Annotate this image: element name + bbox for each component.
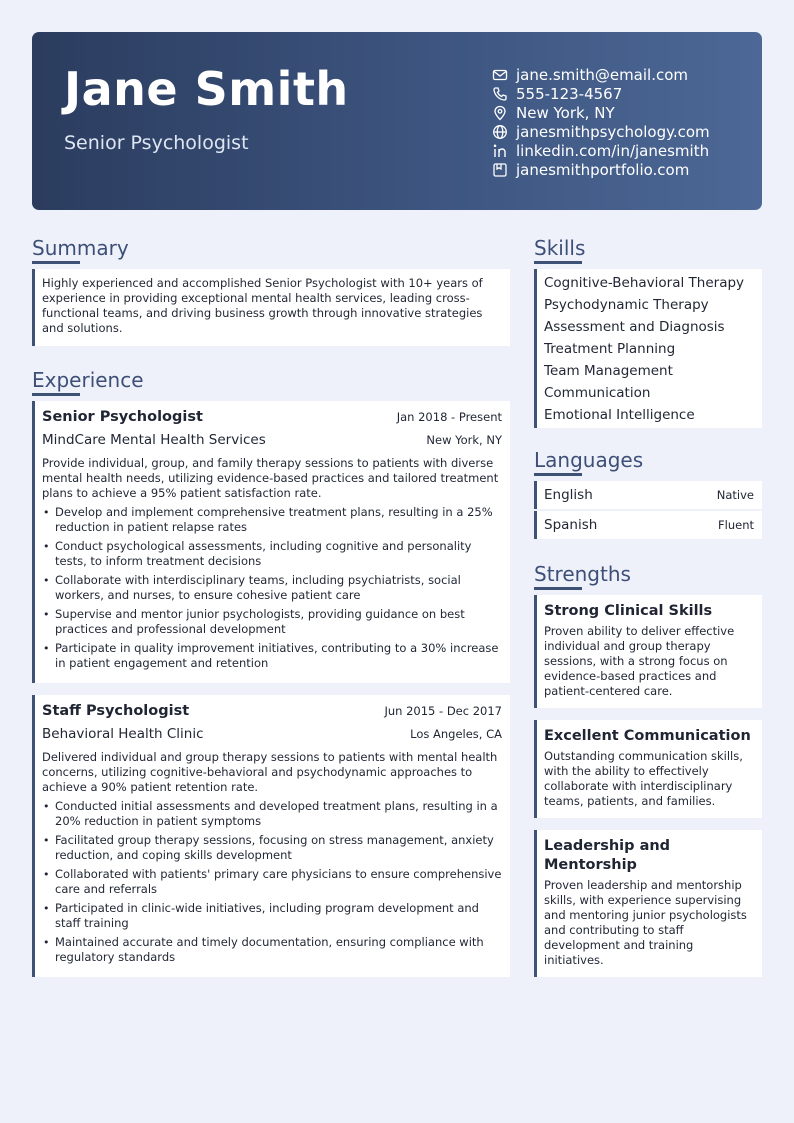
contact-portfolio[interactable] xyxy=(492,160,760,179)
skill-item: Cognitive-Behavioral Therapy xyxy=(544,275,745,291)
job-title: Staff Psychologist xyxy=(42,703,190,719)
section-title-summary: Summary xyxy=(32,236,129,260)
contact-text: janesmithpsychology.com xyxy=(516,122,710,141)
linkedin-icon xyxy=(492,143,508,159)
phone-icon xyxy=(492,86,508,102)
job-bullet: • Supervise and mentor junior psychologists, providing guidance on best practices and professional development xyxy=(42,607,502,637)
contact-website[interactable] xyxy=(492,122,760,141)
job-bullet: • Collaborate with interdisciplinary teams, including psychiatrists, social workers, and nurses, to ensure cohesive patient care xyxy=(42,573,502,603)
strength-title: Leadership and Mentorship xyxy=(544,838,671,873)
section-underline xyxy=(534,473,582,476)
language-name: English xyxy=(544,487,593,503)
job-title: Senior Psychologist xyxy=(42,409,203,425)
strength-item xyxy=(534,595,762,708)
skills-list xyxy=(534,269,762,428)
portfolio-icon xyxy=(492,162,508,178)
section-underline xyxy=(534,587,582,590)
job-bullets xyxy=(42,799,502,965)
language-level: Fluent xyxy=(718,518,754,532)
strength-item xyxy=(534,720,762,818)
section-title-experience: Experience xyxy=(32,368,144,392)
mail-icon xyxy=(492,67,508,83)
resume-header xyxy=(32,32,762,210)
skill-item: Psychodynamic Therapy xyxy=(544,297,709,313)
contact-list xyxy=(492,65,760,179)
contact-text: linkedin.com/in/janesmith xyxy=(516,141,710,160)
job-bullet: • Maintained accurate and timely documentation, ensuring compliance with regulatory standards xyxy=(42,935,502,965)
strength-description: Proven leadership and mentorship skills, with experience supervising and mentoring junior psychologists and contributing to staff development and training initiatives. xyxy=(544,878,747,967)
contact-text: jane.smith@email.com xyxy=(516,65,689,84)
skill-item: Communication xyxy=(544,385,651,401)
job-bullets xyxy=(42,505,502,671)
contact-linkedin[interactable] xyxy=(492,141,760,160)
job-company: Behavioral Health Clinic xyxy=(42,726,204,742)
job-location: Los Angeles, CA xyxy=(410,727,502,741)
job-location: New York, NY xyxy=(426,433,502,447)
job-bullet: • Conduct psychological assessments, including cognitive and personality tests, to inform treatment decisions xyxy=(42,539,502,569)
section-title-languages: Languages xyxy=(534,448,644,472)
section-underline xyxy=(32,261,80,264)
strength-title: Strong Clinical Skills xyxy=(544,603,713,619)
job-description: Provide individual, group, and family therapy sessions to patients with diverse mental health needs, utilizing evidence-based practices and tailored treatment plans to achieve a 95% patient satisfaction rate. xyxy=(42,456,499,500)
job-dates: Jan 2018 - Present xyxy=(396,410,502,424)
skill-item: Assessment and Diagnosis xyxy=(544,319,725,335)
language-item xyxy=(534,511,762,539)
job-dates: Jun 2015 - Dec 2017 xyxy=(384,704,502,718)
job-bullet: • Facilitated group therapy sessions, focusing on stress management, anxiety reduction, and coping skills development xyxy=(42,833,502,863)
contact-email[interactable] xyxy=(492,65,760,84)
skill-item: Emotional Intelligence xyxy=(544,407,695,423)
contact-text: 555-123-4567 xyxy=(516,84,623,103)
job-bullet: • Participate in quality improvement initiatives, contributing to a 30% increase in patient engagement and retention xyxy=(42,641,502,671)
language-item xyxy=(534,481,762,509)
experience-item xyxy=(32,695,510,977)
strength-description: Outstanding communication skills, with the ability to effectively collaborate with interdisciplinary teams, patients, and families. xyxy=(544,749,743,808)
contact-phone[interactable] xyxy=(492,84,760,103)
candidate-title: Senior Psychologist xyxy=(64,132,249,154)
job-description: Delivered individual and group therapy sessions to patients with mental health concerns, utilizing cognitive-behavioral and psychodynamic approaches to achieve a 90% patient retention rate. xyxy=(42,750,498,794)
sidebar-column xyxy=(534,232,762,989)
section-underline xyxy=(32,393,80,396)
section-underline xyxy=(534,261,582,264)
job-bullet: • Conducted initial assessments and developed treatment plans, resulting in a 20% reduction in patient symptoms xyxy=(42,799,502,829)
job-bullet: • Develop and implement comprehensive treatment plans, resulting in a 25% reduction in patient relapse rates xyxy=(42,505,502,535)
summary-text: Highly experienced and accomplished Senior Psychologist with 10+ years of experience in providing exceptional mental health services, leading cross-functional teams, and driving business growth through innovative strategies and solutions. xyxy=(32,269,510,346)
contact-location xyxy=(492,103,760,122)
experience-item xyxy=(32,401,510,683)
job-company: MindCare Mental Health Services xyxy=(42,432,266,448)
skill-item: Treatment Planning xyxy=(544,341,676,357)
location-pin-icon xyxy=(492,105,508,121)
job-bullet: • Participated in clinic-wide initiatives, including program development and staff training xyxy=(42,901,502,931)
job-bullet: • Collaborated with patients' primary care physicians to ensure comprehensive care and referrals xyxy=(42,867,502,897)
skill-item: Team Management xyxy=(544,363,673,379)
section-title-strengths: Strengths xyxy=(534,562,631,586)
strength-description: Proven ability to deliver effective individual and group therapy sessions, with a strong focus on evidence-based practices and patient-centered care. xyxy=(544,624,735,698)
strength-title: Excellent Communication xyxy=(544,728,751,744)
main-column xyxy=(32,232,510,989)
language-level: Native xyxy=(716,488,754,502)
strength-item xyxy=(534,830,762,977)
language-name: Spanish xyxy=(544,517,598,533)
section-title-skills: Skills xyxy=(534,236,586,260)
contact-text: janesmithportfolio.com xyxy=(516,160,690,179)
contact-text: New York, NY xyxy=(516,103,615,122)
candidate-name: Jane Smith xyxy=(64,62,349,116)
globe-icon xyxy=(492,124,508,140)
